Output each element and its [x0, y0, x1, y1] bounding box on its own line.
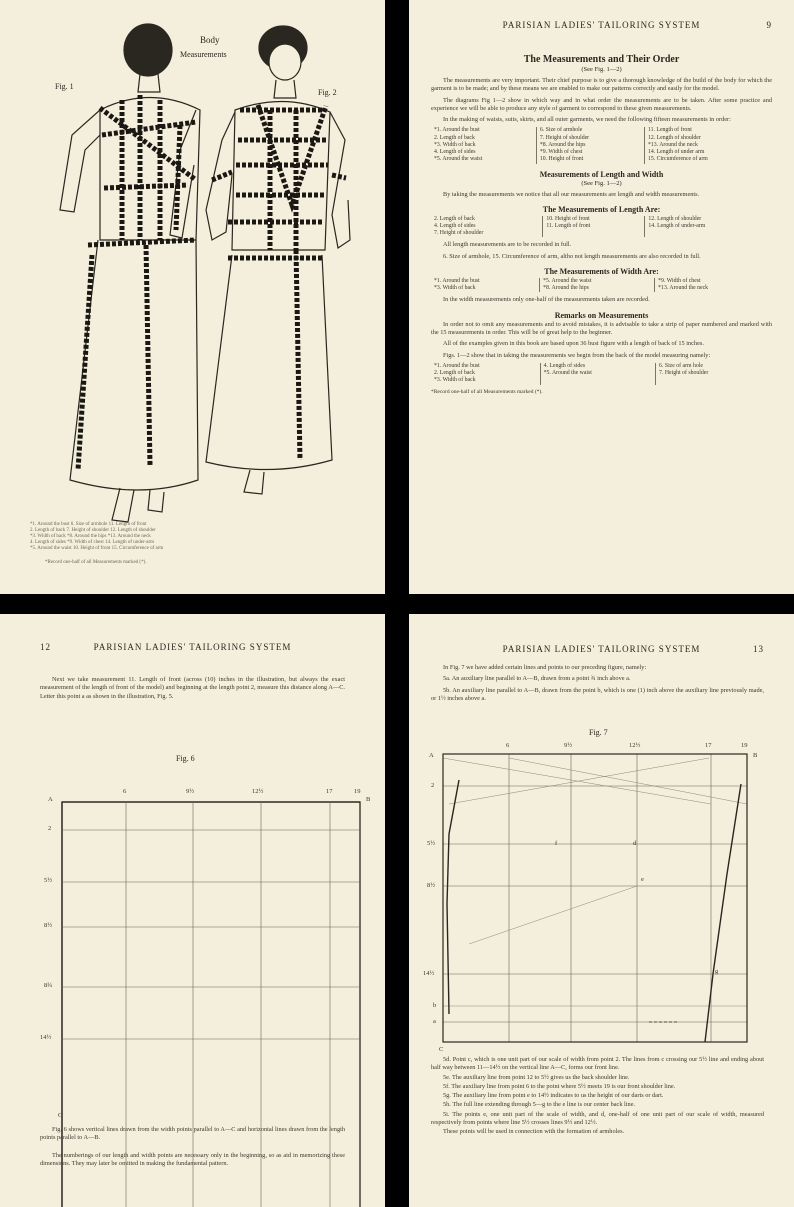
illustration-title-line2: Measurements [180, 50, 227, 59]
page2-body [431, 48, 772, 395]
section-heading: The Measurements and Their Order [523, 54, 680, 65]
table-cell: 2. Length of back [434, 370, 475, 377]
table-cell [656, 377, 772, 384]
paragraph: 6. Size of armhole, 15. Circumference of arm, altho not length measurements are also recorded in full. [443, 252, 701, 260]
table-row [431, 377, 772, 384]
fig6-grid-lines [62, 802, 360, 1207]
table-cell: *1. Around the bust [434, 362, 480, 369]
table-cell: 6. Size of arm hole [656, 363, 772, 370]
table-cell: *5. Around the waist [434, 156, 483, 163]
fig7-corner-c: C [439, 1046, 444, 1053]
order-table [431, 363, 772, 385]
running-head: PARISIAN LADIES' TAILORING SYSTEM [93, 642, 292, 652]
fig6-corner-a: A [48, 796, 53, 803]
fig6-corner-b: B [366, 796, 371, 803]
page-number: 13 [753, 644, 764, 654]
table-row [431, 230, 772, 237]
paragraph: By taking the measurements we notice that all our measurements are length and width measurements. [443, 190, 700, 198]
fig7-left-tick: 5½ [427, 840, 436, 847]
legend-line: *5. Around the waist 10. Height of front 15. Circumference of arm [30, 546, 164, 551]
paragraph: In Fig. 7 we have added certain lines and points to our preceding figure, namely: [443, 664, 647, 671]
table-row [431, 127, 772, 134]
table-cell: 10. Height of front [543, 216, 645, 223]
table-cell: 7. Height of shoulder [434, 230, 484, 237]
fig7-label: Fig. 7 [589, 728, 608, 737]
fig7-point-label: e [641, 876, 644, 883]
fig1-measuring-tapes [78, 95, 196, 470]
section-heading: The Measurements of Width Are: [544, 267, 659, 276]
section-heading: The Measurements of Length Are: [542, 204, 661, 214]
paragraph: In the making of waists, suits, skirts, and all outer garments, we need the following fifteen measurements in order: [443, 116, 731, 124]
paragraph: 5f. The auxiliary line from point 6 to the point where 5½ meets 19 is our front shoulder line. [443, 1082, 676, 1090]
table-cell: 2. Length of back [434, 215, 475, 222]
fig7-top-tick: 9½ [564, 742, 573, 749]
page-number: 9 [766, 20, 772, 30]
table-cell: 2. Length of back [434, 134, 475, 141]
running-head: PARISIAN LADIES' TAILORING SYSTEM [502, 644, 701, 654]
fig6-left-tick: 5½ [44, 877, 53, 884]
fig7-auxiliary-lines [443, 758, 747, 1006]
legend-line: 2. Length of back 7. Height of shoulder 12. Length of shoulder [30, 528, 156, 533]
fig6-frame [62, 802, 360, 1207]
paragraph: 5e. The auxiliary line from point 12 to 5½ gives us the back shoulder line. [443, 1073, 630, 1081]
paragraph: In the width measurements only one-half of the measurements taken are recorded. [443, 296, 650, 304]
fig2-label: Fig. 2 [318, 88, 337, 97]
table-cell: *9. Width of chest [536, 149, 644, 156]
paragraph: Fig. 6 shows vertical lines drawn from the width points parallel to A—C and horizontal lines drawn from the length points parallel to A—B. [40, 1126, 345, 1142]
fig6-left-tick: 8½ [44, 922, 53, 929]
measurement-legend [30, 522, 360, 552]
table-cell: 10. Height of front [536, 156, 644, 163]
legend-line: 4. Length of sides *9. Width of chest 14. Length of under-arm [30, 540, 155, 545]
fig6-top-tick: 19 [354, 788, 361, 795]
paragraph: 5i. The points e, one unit part of the scale of width, and d, one-half of one unit part of our scale of width, measured respectively from points where line 5½ crosses lines 9½ and 12½. [431, 1110, 764, 1127]
table-cell: *8. Around the hips [536, 142, 644, 149]
table-row [431, 142, 772, 149]
paragraph: Figs. 1—2 show that in taking the measurements we begin from the back of the model measuring namely: [443, 351, 711, 359]
fig7-left-tick: b [433, 1002, 437, 1009]
fig1-label: Fig. 1 [55, 82, 74, 91]
fig7-corner-b: B [753, 752, 758, 759]
table-cell: 4. Length of sides [540, 363, 655, 370]
page-fig6 [0, 614, 385, 1207]
table-row [431, 285, 772, 292]
table-cell [645, 230, 772, 237]
fig6-top-tick: 17 [326, 788, 333, 795]
table-cell [540, 377, 655, 384]
table-cell: 11. Length of front [543, 223, 645, 230]
table-cell: 12. Length of shoulder [645, 216, 772, 223]
illustration-title-line1: Body [200, 35, 220, 45]
table-row [431, 156, 772, 163]
table-cell: 6. Size of armhole [536, 127, 644, 134]
width-measurements-table [431, 278, 772, 292]
table-row [431, 370, 772, 377]
table-cell: *3. Width of back [434, 141, 476, 148]
fig6-left-tick: 8¾ [44, 982, 53, 989]
paragraph: These points will be used in connection with the formation of armholes. [443, 1128, 625, 1136]
table-cell: 15. Circumference of arm [644, 156, 772, 163]
fig7-top-tick: 17 [705, 742, 712, 749]
fig6-top-tick: 6 [123, 788, 127, 795]
table-cell: 14. Length of under arm [644, 149, 772, 156]
fig7-left-tick: 14½ [423, 970, 435, 977]
fig7-corner-a: A [429, 752, 434, 759]
fig7-point-label: g [715, 968, 719, 975]
page-measurements-order [409, 0, 794, 594]
fig7-left-tick: 8½ [427, 882, 436, 889]
paragraph: All of the examples given in this book are based upon 36 bust figure with a length of back of 15 inches. [443, 340, 704, 348]
section-subheading: (See Fig. 1—2) [581, 179, 622, 187]
legend-line: *1. Around the bust 6. Size of armhole 11. Length of front [30, 522, 147, 527]
paragraph: The measurements are very important. Their chief purpose is to give a thorough knowledge of the build of the body for which the garment is to be made; and by these means we are enabled to make our patterns correctly and easily for the model. [431, 77, 772, 93]
table-cell: 14. Length of under-arm [645, 223, 772, 230]
fig6-label: Fig. 6 [176, 754, 195, 763]
paragraph: 5d. Point c, which is one unit part of our scale of width from point 2. The lines from c crossing our 5½ line and ending about half way between 11—14½ on the vertical line A—C, forms our front line. [431, 1056, 764, 1072]
table-row [431, 149, 772, 156]
table-cell: *5. Around the waist [540, 278, 655, 285]
table-cell: *1. Around the bust [434, 127, 480, 134]
fig6-top-tick: 9½ [186, 788, 195, 795]
paragraph: All length measurements are to be recorded in full. [443, 241, 572, 249]
fig6-corner-c: C [58, 1112, 63, 1119]
table-cell: *3. Width of back [434, 377, 476, 384]
table-cell: *5. Around the waist [540, 370, 655, 377]
fig1-hair [124, 24, 172, 76]
paragraph: 5b. An auxiliary line parallel to A—B, drawn from the point b, which is one (1) inch above the auxiliary line previously made, or 1½ inches above a. [431, 686, 764, 702]
table-cell: *3. Width of back [434, 285, 476, 292]
fig6-left-tick: 14½ [40, 1034, 52, 1041]
page2-footnote: *Record one-half of all Measurements marked (*). [431, 388, 543, 395]
paragraph: Next we take measurement 11. Length of front (across (10) inches in the illustration, but always the exact measurement of the length of front of the model) and beginning at the length point 2, measure this distance along A—C. Letter this point a as shown in the illustration, Fig. 5. [40, 676, 345, 700]
section-heading: Measurements of Length and Width [539, 169, 664, 179]
table-row [431, 135, 772, 142]
fig7-back-line [447, 780, 459, 1014]
table-cell: *8. Around the hips [540, 285, 655, 292]
table-cell: 7. Height of shoulder [536, 135, 644, 142]
fig7-top-tick: 12½ [629, 742, 641, 749]
paragraph: The diagrams Fig 1—2 show in which way and in what order the measurements are to be taken. After some practice and experience we will be able to produce any style of garment to correspond to these given measurements. [431, 96, 772, 112]
table-cell: 4. Length of sides [434, 223, 476, 229]
table-cell: *1. Around the bust [434, 278, 480, 284]
fig7-top-tick: 6 [506, 742, 510, 749]
table-cell: 12. Length of shoulder [644, 135, 772, 142]
fig6-top-tick: 12½ [252, 788, 264, 795]
table-cell: 11. Length of front [644, 127, 772, 134]
fig7-point-label: d [633, 840, 637, 847]
body-measurement-illustration [0, 0, 385, 594]
legend-line: *3. Width of back *8. Around the hips *13. Around the neck [30, 534, 151, 539]
page-body-measurements [0, 0, 385, 594]
fig7-left-tick: a [433, 1018, 436, 1025]
page-number: 12 [40, 642, 51, 652]
table-row [431, 363, 772, 370]
page1-footnote: *Record one-half of all Measurements marked (*). [45, 560, 147, 565]
fifteen-measurements-table [431, 127, 772, 163]
paragraph: 5h. The full line extending through 5—g to the e line is our center back line. [443, 1101, 636, 1109]
section-subheading: (See Fig. 1—2) [581, 66, 622, 73]
table-cell: *13. Around the neck [655, 285, 772, 292]
fig7-left-tick: 2 [431, 782, 435, 789]
paragraph: In order not to omit any measurements and to avoid mistakes, it is advisable to take a strip of paper numbered and marked with the 15 measurements in order. This will be of great help to the beginner. [431, 320, 772, 336]
fig6-left-tick: 2 [48, 825, 52, 832]
table-cell: *13. Around the neck [644, 142, 772, 149]
page-fig7 [409, 614, 794, 1207]
paragraph: The numberings of our length and width points are necessary only in the beginning, so as aid in memorizing these dimensions. They may later be omitted in making the fundamental pattern. [40, 1152, 345, 1168]
table-cell: 7. Height of shoulder [656, 370, 772, 377]
table-cell: 4. Length of sides [434, 149, 476, 156]
paragraph: 5g. The auxiliary line from point e to 14½ indicates to us the height of our darts or dart. [443, 1092, 664, 1100]
page4-notes [431, 1056, 764, 1138]
fig2-measuring-tapes [212, 105, 346, 460]
table-cell: *9. Width of chest [655, 278, 772, 285]
table-cell [543, 230, 645, 237]
section-heading: Remarks on Measurements [554, 310, 649, 320]
length-measurements-table [431, 216, 772, 238]
running-head: PARISIAN LADIES' TAILORING SYSTEM [502, 20, 701, 30]
fig7-point-label: f [555, 840, 558, 847]
fig7-top-tick: 19 [741, 742, 748, 749]
paragraph: 5a. An auxiliary line parallel to A—B, drawn from a point ¾ inch above a. [443, 675, 631, 683]
fig7-front-line [705, 784, 741, 1042]
table-row [431, 278, 772, 285]
table-row [431, 216, 772, 223]
